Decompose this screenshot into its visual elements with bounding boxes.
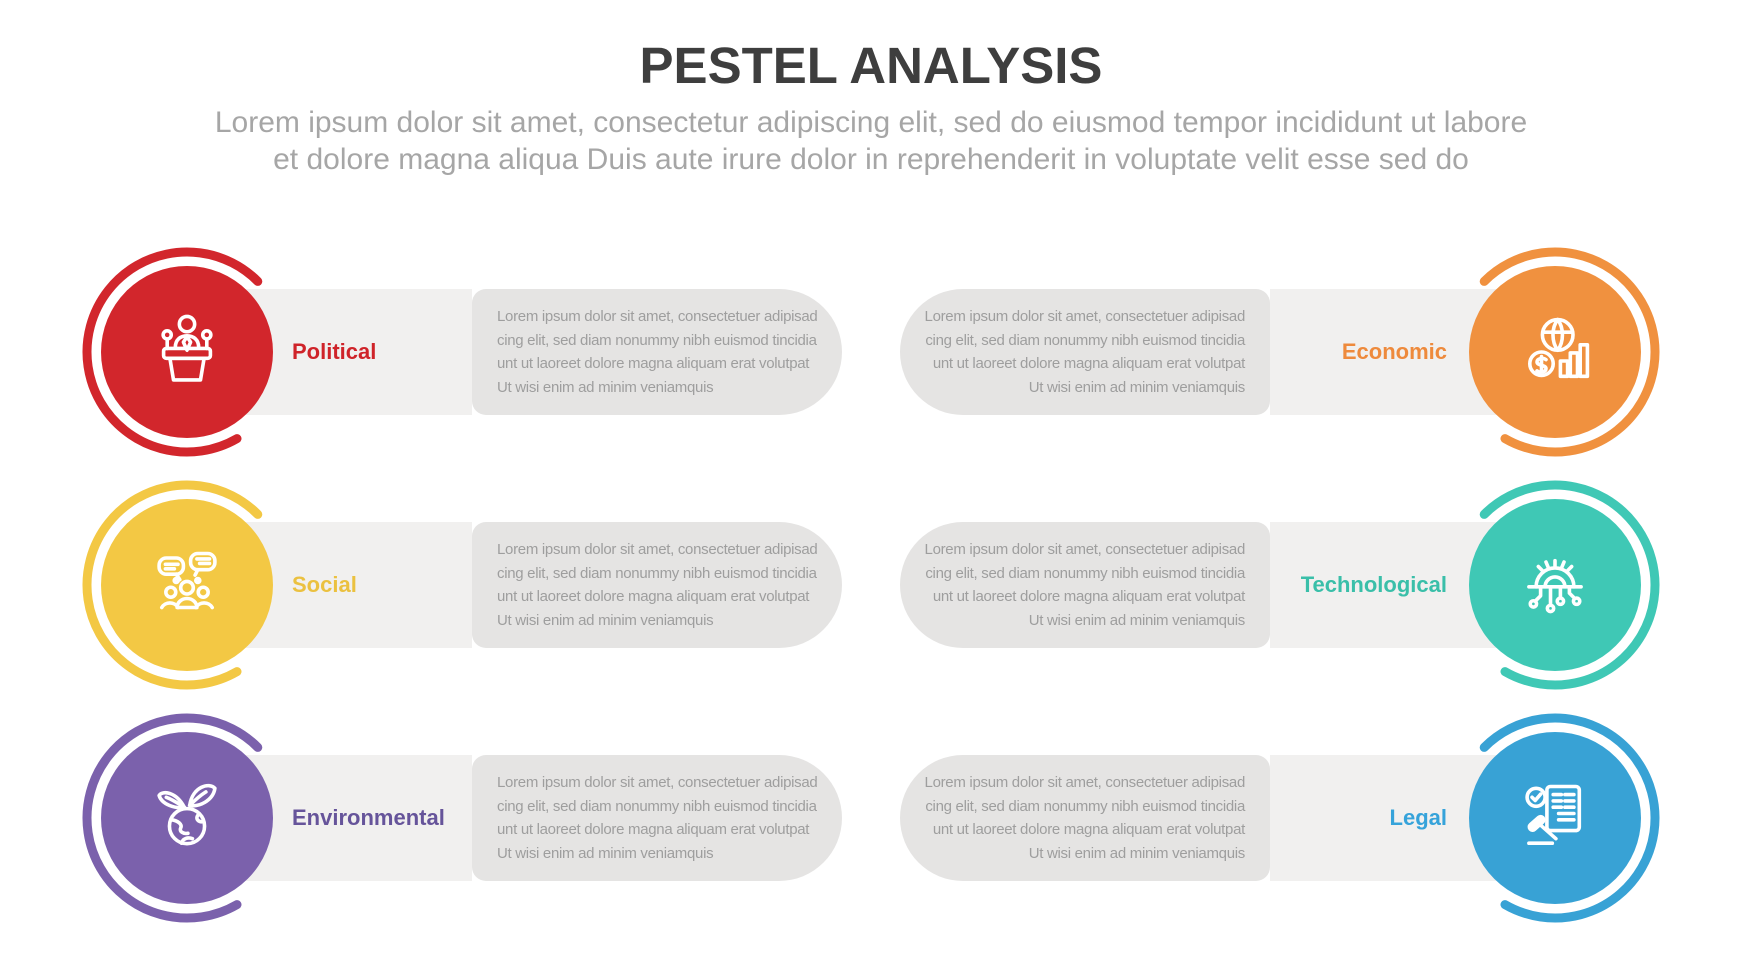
- section-social: [0, 475, 871, 695]
- section-environmental: [0, 708, 871, 928]
- body-line: Lorem ipsum dolor sit amet, consectetuer adipisad: [497, 774, 818, 791]
- environmental-label: Environmental: [292, 805, 445, 830]
- economic-label: Economic: [1341, 339, 1447, 364]
- environmental-text-box: [472, 755, 842, 881]
- section-legal: [871, 708, 1742, 928]
- political-text-box: [472, 289, 842, 415]
- body-line: Ut wisi enim ad minim veniamquis: [497, 611, 714, 629]
- environmental-circle: [101, 732, 273, 904]
- political-circle: [101, 266, 273, 438]
- body-line: unt ut laoreet dolore magna aliquam erat volutpat: [497, 821, 810, 838]
- gear-circuit-icon: [1510, 540, 1600, 630]
- body-line: Lorem ipsum dolor sit amet, consectetuer adipisad: [924, 308, 1245, 325]
- body-line: Lorem ipsum dolor sit amet, consectetuer adipisad: [924, 774, 1245, 791]
- body-line: cing elit, sed diam nonummy nibh euismod tincidia: [925, 331, 1245, 349]
- legal-circle: [1469, 732, 1641, 904]
- political-label: Political: [292, 339, 377, 364]
- legal-label: Legal: [1389, 805, 1447, 830]
- earth-leaves-icon: [142, 773, 232, 863]
- chat-bubbles-people-icon: [142, 540, 232, 630]
- page-subtitle: [0, 104, 1742, 178]
- podium-speaker-icon: [142, 307, 232, 397]
- legal-text-box: [900, 755, 1270, 881]
- social-label: Social: [292, 572, 357, 597]
- body-line: unt ut laoreet dolore magna aliquam erat volutpat: [932, 355, 1245, 372]
- subtitle-line-2: et dolore magna aliqua Duis aute irure dolor in reprehenderit in voluptate velit esse sed do: [273, 143, 1469, 176]
- social-circle: [101, 499, 273, 671]
- body-line: Lorem ipsum dolor sit amet, consectetuer adipisad: [497, 308, 818, 325]
- body-line: unt ut laoreet dolore magna aliquam erat volutpat: [497, 355, 810, 372]
- body-line: cing elit, sed diam nonummy nibh euismod tincidia: [497, 331, 817, 349]
- body-line: Ut wisi enim ad minim veniamquis: [497, 844, 714, 862]
- body-line: cing elit, sed diam nonummy nibh euismod tincidia: [497, 797, 817, 815]
- technological-text-box: [900, 522, 1270, 648]
- technological-label: Technological: [1300, 572, 1447, 597]
- page-title: PESTEL ANALYSIS: [639, 37, 1103, 94]
- section-economic: [871, 242, 1742, 462]
- social-text-box: [472, 522, 842, 648]
- body-line: cing elit, sed diam nonummy nibh euismod tincidia: [925, 564, 1245, 582]
- body-line: unt ut laoreet dolore magna aliquam erat volutpat: [932, 588, 1245, 605]
- document-gavel-icon: [1510, 773, 1600, 863]
- body-line: Ut wisi enim ad minim veniamquis: [1028, 378, 1245, 396]
- technological-circle: [1469, 499, 1641, 671]
- subtitle-line-1: Lorem ipsum dolor sit amet, consectetur adipiscing elit, sed do eiusmod tempor incididunt ut labore: [214, 106, 1528, 139]
- body-line: Lorem ipsum dolor sit amet, consectetuer adipisad: [924, 541, 1245, 558]
- body-line: cing elit, sed diam nonummy nibh euismod tincidia: [925, 797, 1245, 815]
- body-line: Ut wisi enim ad minim veniamquis: [1028, 844, 1245, 862]
- economic-circle: [1469, 266, 1641, 438]
- body-line: Ut wisi enim ad minim veniamquis: [497, 378, 714, 396]
- section-technological: [871, 475, 1742, 695]
- body-line: unt ut laoreet dolore magna aliquam erat volutpat: [932, 821, 1245, 838]
- body-line: Lorem ipsum dolor sit amet, consectetuer adipisad: [497, 541, 818, 558]
- economic-text-box: [900, 289, 1270, 415]
- globe-dollar-chart-icon: [1510, 307, 1600, 397]
- body-line: Ut wisi enim ad minim veniamquis: [1028, 611, 1245, 629]
- body-line: cing elit, sed diam nonummy nibh euismod tincidia: [497, 564, 817, 582]
- section-political: [0, 242, 871, 462]
- body-line: unt ut laoreet dolore magna aliquam erat volutpat: [497, 588, 810, 605]
